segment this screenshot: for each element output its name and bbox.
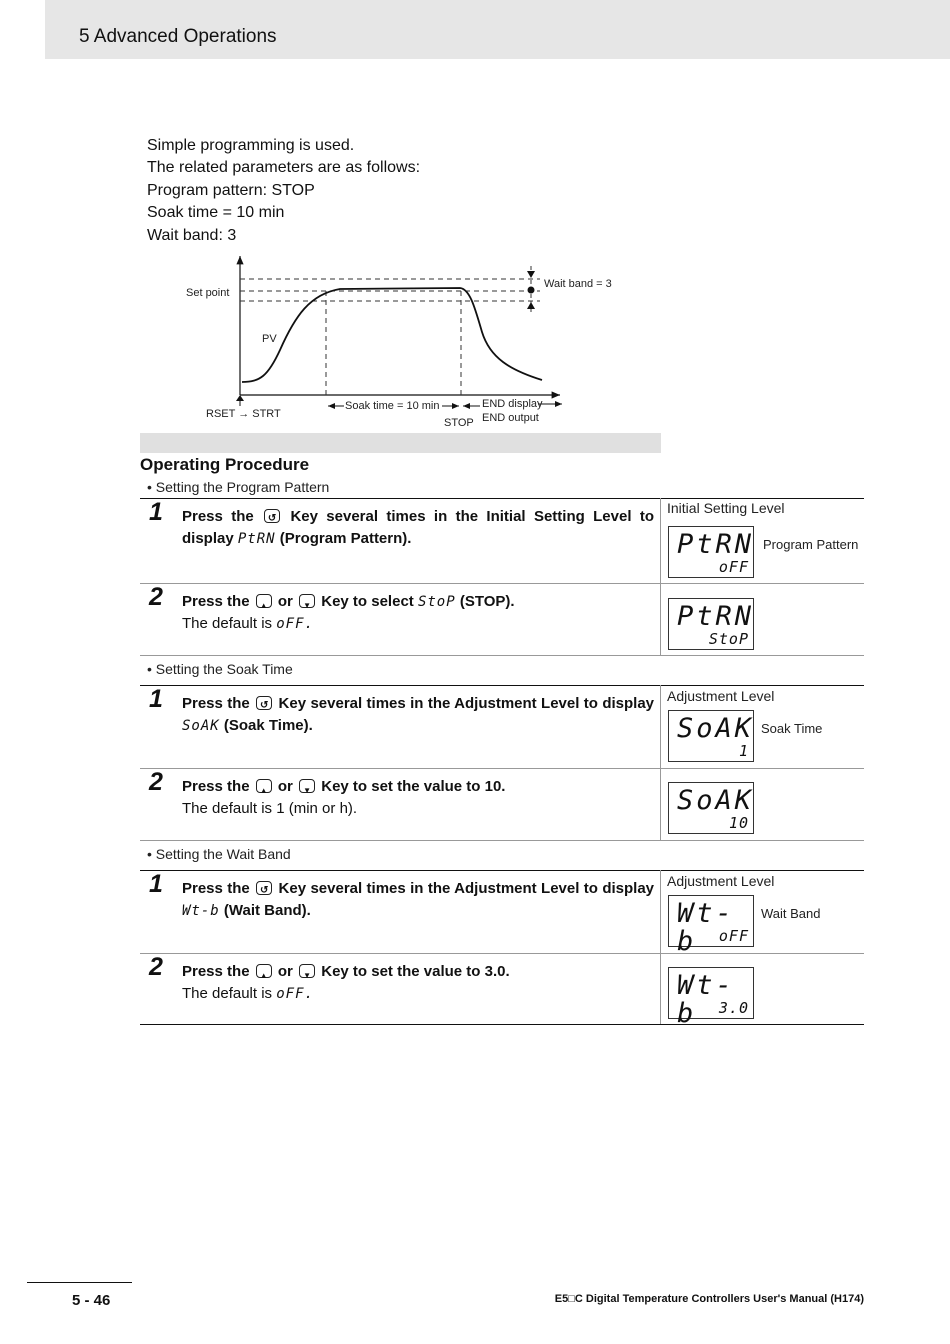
default-text: The default is 1 (min or h). [182,800,358,818]
pv-label: PV [262,333,277,345]
controller-display [668,598,754,650]
intro-line: The related parameters are as follows: [147,159,421,177]
display-bottom: 1 [738,742,749,760]
step-text [182,693,654,738]
step-post: (STOP). [459,593,515,610]
divider [140,498,864,499]
default-text: The default is [182,985,273,1003]
step-or: or [277,778,293,795]
display-top: PtRN [677,529,755,560]
section-bar [140,433,661,453]
up-key-icon [256,779,272,793]
mode-key-icon [256,881,272,895]
step-number: 2 [149,768,163,796]
down-key-icon [299,594,315,608]
up-key-icon [256,594,272,608]
display-top: Wt-b [677,898,735,957]
default-code: oFF. [276,616,314,633]
down-key-icon [299,779,315,793]
controller-display [668,526,754,578]
step-mid: Key several times in the Adjustment Level to display [278,695,655,712]
param-code: Wt-b [182,903,220,920]
step-mid: Key several times in the Adjustment Level to display [278,880,655,897]
step-post: (Wait Band). [223,902,311,920]
display-name: Program Pattern [763,537,859,552]
divider [140,870,864,871]
param-code: SoAK [182,718,220,735]
divider [140,1024,864,1025]
mode-key-icon [256,696,272,710]
display-top: SoAK [677,713,755,744]
default-text: The default is [182,615,273,633]
step-pre: Press the [182,963,250,980]
step-text [182,961,654,1006]
column-divider [660,498,661,656]
soak-time-label: Soak time = 10 min [345,400,440,412]
level-label: Initial Setting Level [667,500,785,516]
step-number: 2 [149,953,163,981]
manual-title: E5□C Digital Temperature Controllers User's Manual (H174) [554,1293,864,1305]
section-bullet: • Setting the Soak Time [147,661,293,677]
step-or: or [277,593,293,610]
controller-display [668,967,754,1029]
divider [140,583,864,584]
display-bottom: StoP [708,630,749,648]
chapter-title: 5 Advanced Operations [79,26,277,47]
end-display-label: END display [482,398,543,410]
step-number: 1 [149,498,163,526]
step-pre: Press the [182,593,250,610]
step-number: 2 [149,583,163,611]
level-label: Adjustment Level [667,688,775,704]
divider [140,840,864,841]
display-top: Wt-b [677,970,735,1029]
display-top: SoAK [677,785,755,816]
footer-rule [27,1282,132,1283]
step-mid: Key to set the value to 3.0. [321,963,510,980]
procedure-title: Operating Procedure [140,455,310,474]
step-number: 1 [149,870,163,898]
section-bullet: • Setting the Wait Band [147,846,291,862]
step-or: or [277,963,293,980]
intro-line: Wait band: 3 [147,226,237,244]
intro-line: Simple programming is used. [147,137,355,154]
param-code: PtRN [237,531,276,548]
display-name: Wait Band [761,906,821,921]
step-post: (Program Pattern). [279,530,412,548]
divider [140,953,864,954]
stop-label: STOP [444,417,474,429]
step-pre: Press the [182,695,250,712]
up-key-icon [256,964,272,978]
rset-strt-label: RSET → STRT [206,408,281,420]
column-divider [660,870,661,1025]
display-top: PtRN [677,601,755,632]
end-output-label: END output [482,412,539,424]
intro-line: Program pattern: STOP [147,181,315,199]
page-number: 5 - 46 [72,1292,111,1309]
step-text [182,506,654,551]
step-pre: Press the [182,778,250,795]
step-mid: Key to set the value to 10. [321,778,506,795]
display-name: Soak Time [761,721,823,736]
display-bottom: 10 [728,814,749,832]
divider [140,768,864,769]
divider [140,685,864,686]
controller-display [668,895,754,957]
wait-band-label: Wait band = 3 [544,278,612,290]
step-text [182,591,654,636]
section-bullet: • Setting the Program Pattern [147,479,330,495]
set-point-label: Set point [186,287,230,299]
display-bottom: 3.0 [718,999,749,1017]
mode-key-icon [264,509,280,523]
controller-display [668,710,754,762]
divider [140,655,864,656]
controller-display [668,782,754,834]
step-text [182,878,654,923]
level-label: Adjustment Level [667,873,775,889]
step-text [182,776,654,821]
page-header [45,0,950,59]
display-bottom: oFF [718,927,749,945]
step-pre: Press the [182,508,254,525]
intro-text [147,135,420,247]
default-code: oFF. [276,986,314,1003]
param-code: StoP [417,594,456,610]
program-diagram [180,248,630,433]
step-mid: Key several times in the Initial Setting Level to display [182,508,654,548]
intro-line: Soak time = 10 min [147,204,285,222]
display-bottom: oFF [718,558,749,576]
step-pre: Press the [182,880,250,897]
step-number: 1 [149,685,163,713]
column-divider [660,685,661,840]
down-key-icon [299,964,315,978]
step-post: (Soak Time). [223,717,313,735]
step-mid: Key to select [321,593,414,610]
